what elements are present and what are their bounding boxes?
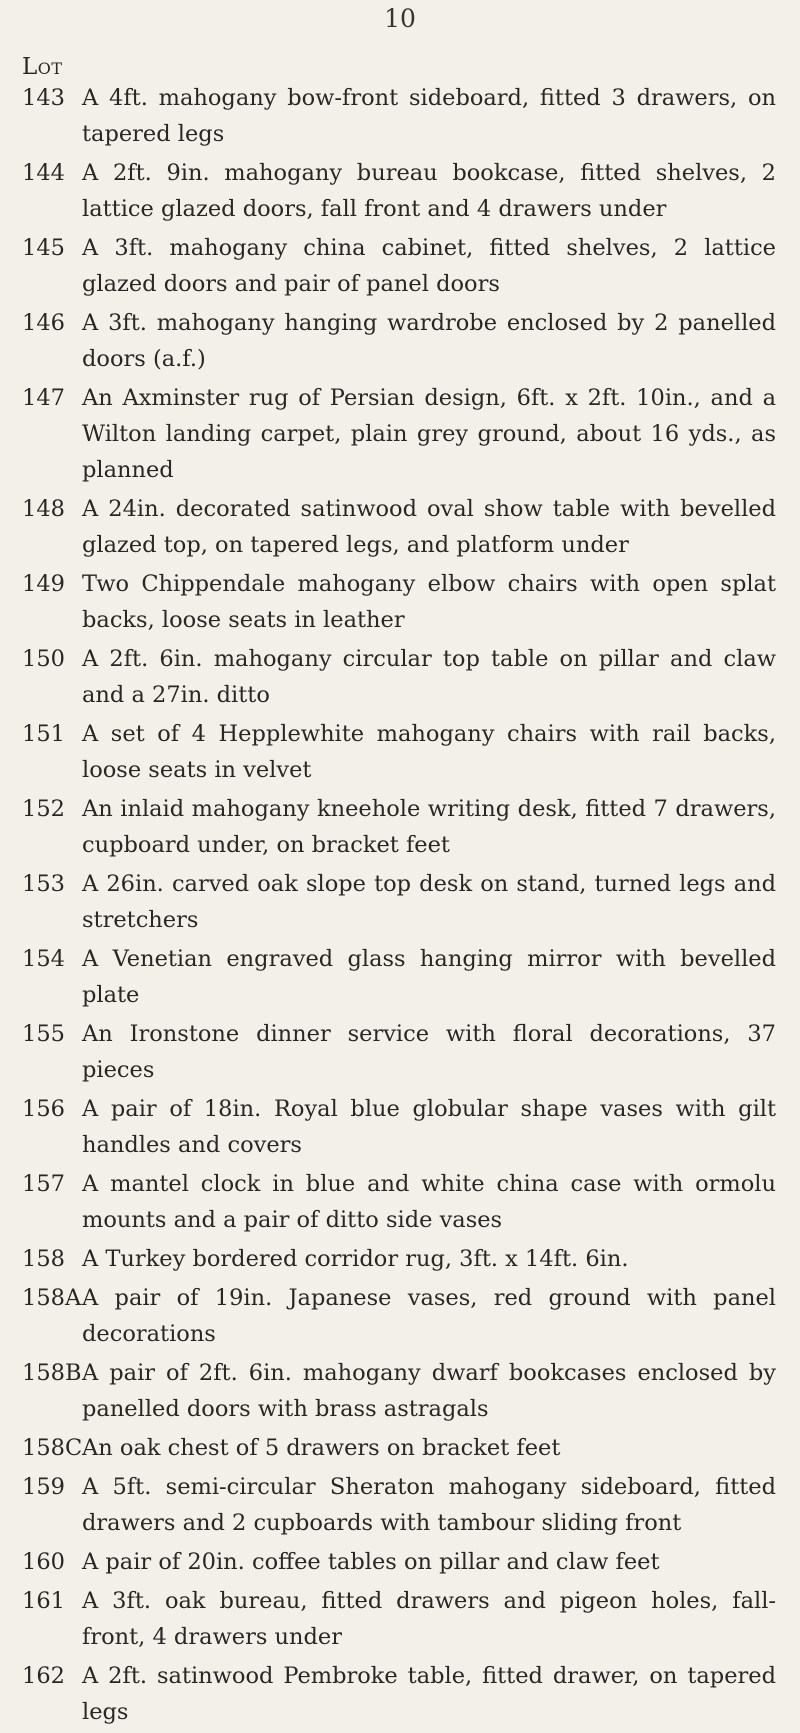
lot-entry: [0, 1016, 800, 1088]
lot-entry: [0, 1355, 800, 1427]
lot-description: A 2ft. satinwood Pembroke table, fitted drawer, on tapered legs: [82, 1663, 776, 1725]
lot-description: Two Chippendale mahogany elbow chairs with open splat backs, loose seats in leather: [82, 571, 776, 633]
lot-number: 143: [22, 85, 65, 111]
lot-entry: [0, 1166, 800, 1238]
lot-list: [0, 80, 800, 1733]
lot-number: 158B: [22, 1360, 82, 1386]
lot-number: 149: [22, 571, 65, 597]
lot-description: A mantel clock in blue and white china case with ormolu mounts and a pair of ditto side vases: [82, 1171, 776, 1233]
lot-description: A 26in. carved oak slope top desk on stand, turned legs and stretchers: [82, 871, 776, 933]
lot-number: 152: [22, 796, 65, 822]
lot-entry: [0, 941, 800, 1013]
page-number: 10: [384, 4, 416, 33]
lot-column-header: Lot: [22, 54, 63, 80]
lot-description: A Turkey bordered corridor rug, 3ft. x 14ft. 6in.: [82, 1246, 629, 1272]
lot-entry: [0, 1544, 800, 1580]
lot-description: A 2ft. 6in. mahogany circular top table on pillar and claw and a 27in. ditto: [82, 646, 776, 708]
lot-description: A 3ft. oak bureau, fitted drawers and pigeon holes, fall-front, 4 drawers under: [82, 1588, 776, 1650]
lot-description: A pair of 18in. Royal blue globular shape vases with gilt handles and covers: [82, 1096, 776, 1158]
lot-entry: [0, 1280, 800, 1352]
lot-description: An inlaid mahogany kneehole writing desk, fitted 7 drawers, cupboard under, on bracket feet: [82, 796, 776, 858]
lot-number: 156: [22, 1096, 65, 1122]
lot-entry: [0, 380, 800, 488]
lot-number: 147: [22, 385, 65, 411]
lot-entry: [0, 791, 800, 863]
lot-description: A Venetian engraved glass hanging mirror with bevelled plate: [82, 946, 776, 1008]
lot-number: 155: [22, 1021, 65, 1047]
lot-number: 145: [22, 235, 65, 261]
lot-description: An Ironstone dinner service with floral decorations, 37 pieces: [82, 1021, 776, 1083]
lot-number: 158A: [22, 1285, 82, 1311]
lot-description: An oak chest of 5 drawers on bracket feet: [82, 1435, 561, 1461]
lot-number: 154: [22, 946, 65, 972]
lot-description: A 24in. decorated satinwood oval show table with bevelled glazed top, on tapered legs, and platform under: [82, 496, 776, 558]
lot-number: 161: [22, 1588, 65, 1614]
lot-entry: [0, 566, 800, 638]
lot-number: 162: [22, 1663, 65, 1689]
lot-number: 146: [22, 310, 65, 336]
lot-entry: [0, 641, 800, 713]
lot-number: 144: [22, 160, 65, 186]
lot-description: A set of 4 Hepplewhite mahogany chairs with rail backs, loose seats in velvet: [82, 721, 776, 783]
lot-number: 160: [22, 1549, 65, 1575]
lot-entry: [0, 716, 800, 788]
lot-description: A 2ft. 9in. mahogany bureau bookcase, fitted shelves, 2 lattice glazed doors, fall front and 4 drawers under: [82, 160, 776, 222]
lot-entry: [0, 1469, 800, 1541]
lot-entry: [0, 305, 800, 377]
lot-description: A pair of 20in. coffee tables on pillar and claw feet: [82, 1549, 660, 1575]
lot-number: 150: [22, 646, 65, 672]
lot-entry: [0, 1583, 800, 1655]
lot-description: A 3ft. mahogany hanging wardrobe enclosed by 2 panelled doors (a.f.): [82, 310, 776, 372]
lot-entry: [0, 491, 800, 563]
lot-number: 158C: [22, 1435, 83, 1461]
lot-number: 151: [22, 721, 65, 747]
lot-entry: [0, 1091, 800, 1163]
lot-entry: [0, 155, 800, 227]
lot-entry: [0, 1658, 800, 1730]
lot-number: 153: [22, 871, 65, 897]
lot-description: A 3ft. mahogany china cabinet, fitted shelves, 2 lattice glazed doors and pair of panel doors: [82, 235, 776, 297]
lot-description: A pair of 19in. Japanese vases, red ground with panel decorations: [82, 1285, 776, 1347]
lot-number: 148: [22, 496, 65, 522]
lot-entry: [0, 80, 800, 152]
lot-description: A 4ft. mahogany bow-front sideboard, fitted 3 drawers, on tapered legs: [82, 85, 776, 147]
lot-description: A pair of 2ft. 6in. mahogany dwarf bookcases enclosed by panelled doors with brass astragals: [82, 1360, 776, 1422]
lot-description: A 5ft. semi-circular Sheraton mahogany sideboard, fitted drawers and 2 cupboards with tambour sliding front: [82, 1474, 776, 1536]
lot-number: 159: [22, 1474, 65, 1500]
lot-number: 157: [22, 1171, 65, 1197]
lot-entry: [0, 1430, 800, 1466]
lot-entry: [0, 866, 800, 938]
lot-entry: [0, 1241, 800, 1277]
lot-number: 158: [22, 1246, 65, 1272]
lot-description: An Axminster rug of Persian design, 6ft. x 2ft. 10in., and a Wilton landing carpet, plain grey ground, about 16 yds., as planned: [82, 385, 776, 483]
lot-entry: [0, 230, 800, 302]
